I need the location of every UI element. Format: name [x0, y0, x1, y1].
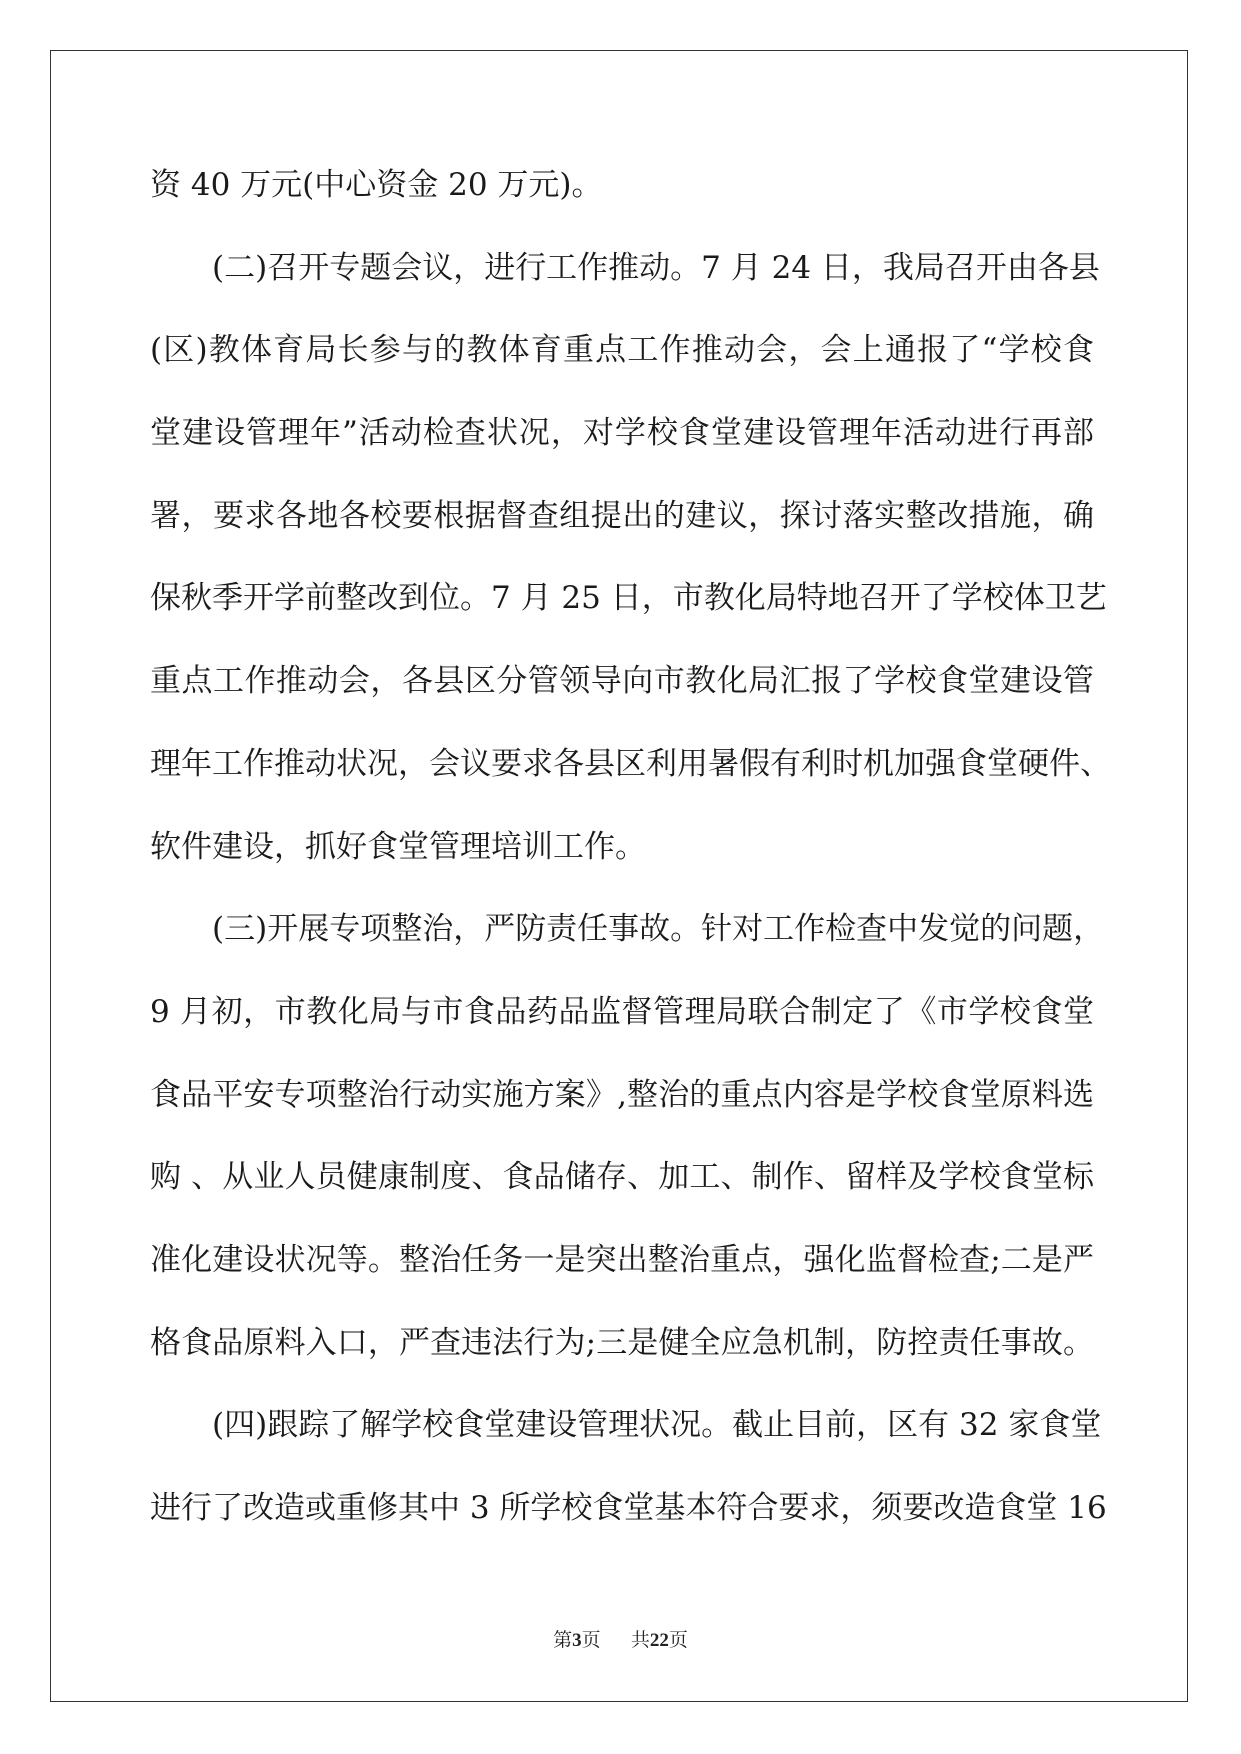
paragraph-heading-line: (三)开展专项整治，严防责任事故。针对工作检查中发觉的问题，: [212, 911, 1105, 948]
paragraph-heading-line: (四)跟踪了解学校食堂建设管理状况。截止目前，区有 32 家食堂: [212, 1407, 1102, 1444]
text-line: 堂建设管理年”活动检查状况，对学校食堂建设管理年活动进行再部: [150, 415, 1094, 452]
page-suffix: 页: [581, 1629, 601, 1651]
text-line: (区)教体育局长参与的教体育重点工作推动会，会上通报了“学校食: [150, 332, 1094, 369]
text-line: 署，要求各地各校要根据督查组提出的建议，探讨落实整改措施，确: [150, 497, 1094, 534]
text-line: 格食品原料入口，严查违法行为;三是健全应急机制，防控责任事故。: [150, 1324, 1094, 1361]
current-page-number: 3: [572, 1630, 582, 1651]
text-line: 理年工作推动状况，会议要求各县区利用暑假有利时机加强食堂硬件、: [150, 745, 1111, 782]
text-line: 进行了改造或重修其中 3 所学校食堂基本符合要求，须要改造食堂 16: [150, 1490, 1107, 1526]
text-line: 软件建设，抓好食堂管理培训工作。: [150, 828, 646, 865]
paragraph-heading-line: (二)召开专题会议，进行工作推动。7 月 24 日，我局召开由各县: [212, 249, 1100, 286]
page-prefix: 第: [553, 1629, 573, 1651]
page-footer: [0, 1625, 1241, 1652]
text-line: 食品平安专项整治行动实施方案》,整治的重点内容是学校食堂原料选: [150, 1076, 1094, 1113]
text-line: 购 、从业人员健康制度、食品储存、加工、制作、留样及学校食堂标: [150, 1159, 1094, 1196]
text-line: 9 月初，市教化局与市食品药品监督管理局联合制定了《市学校食堂: [150, 993, 1094, 1030]
total-prefix: 共: [630, 1629, 650, 1651]
text-line: 重点工作推动会，各县区分管领导向市教化局汇报了学校食堂建设管: [150, 663, 1094, 700]
text-line: 准化建设状况等。整治任务一是突出整治重点，强化监督检查;二是严: [150, 1241, 1094, 1278]
text-line: 资 40 万元(中心资金 20 万元)。: [150, 167, 603, 203]
total-suffix: 页: [668, 1629, 688, 1651]
total-page-count: 22: [649, 1630, 669, 1651]
document-body: [150, 163, 1111, 1569]
text-line: 保秋季开学前整改到位。7 月 25 日，市教化局特地召开了学校体卫艺: [150, 580, 1107, 617]
